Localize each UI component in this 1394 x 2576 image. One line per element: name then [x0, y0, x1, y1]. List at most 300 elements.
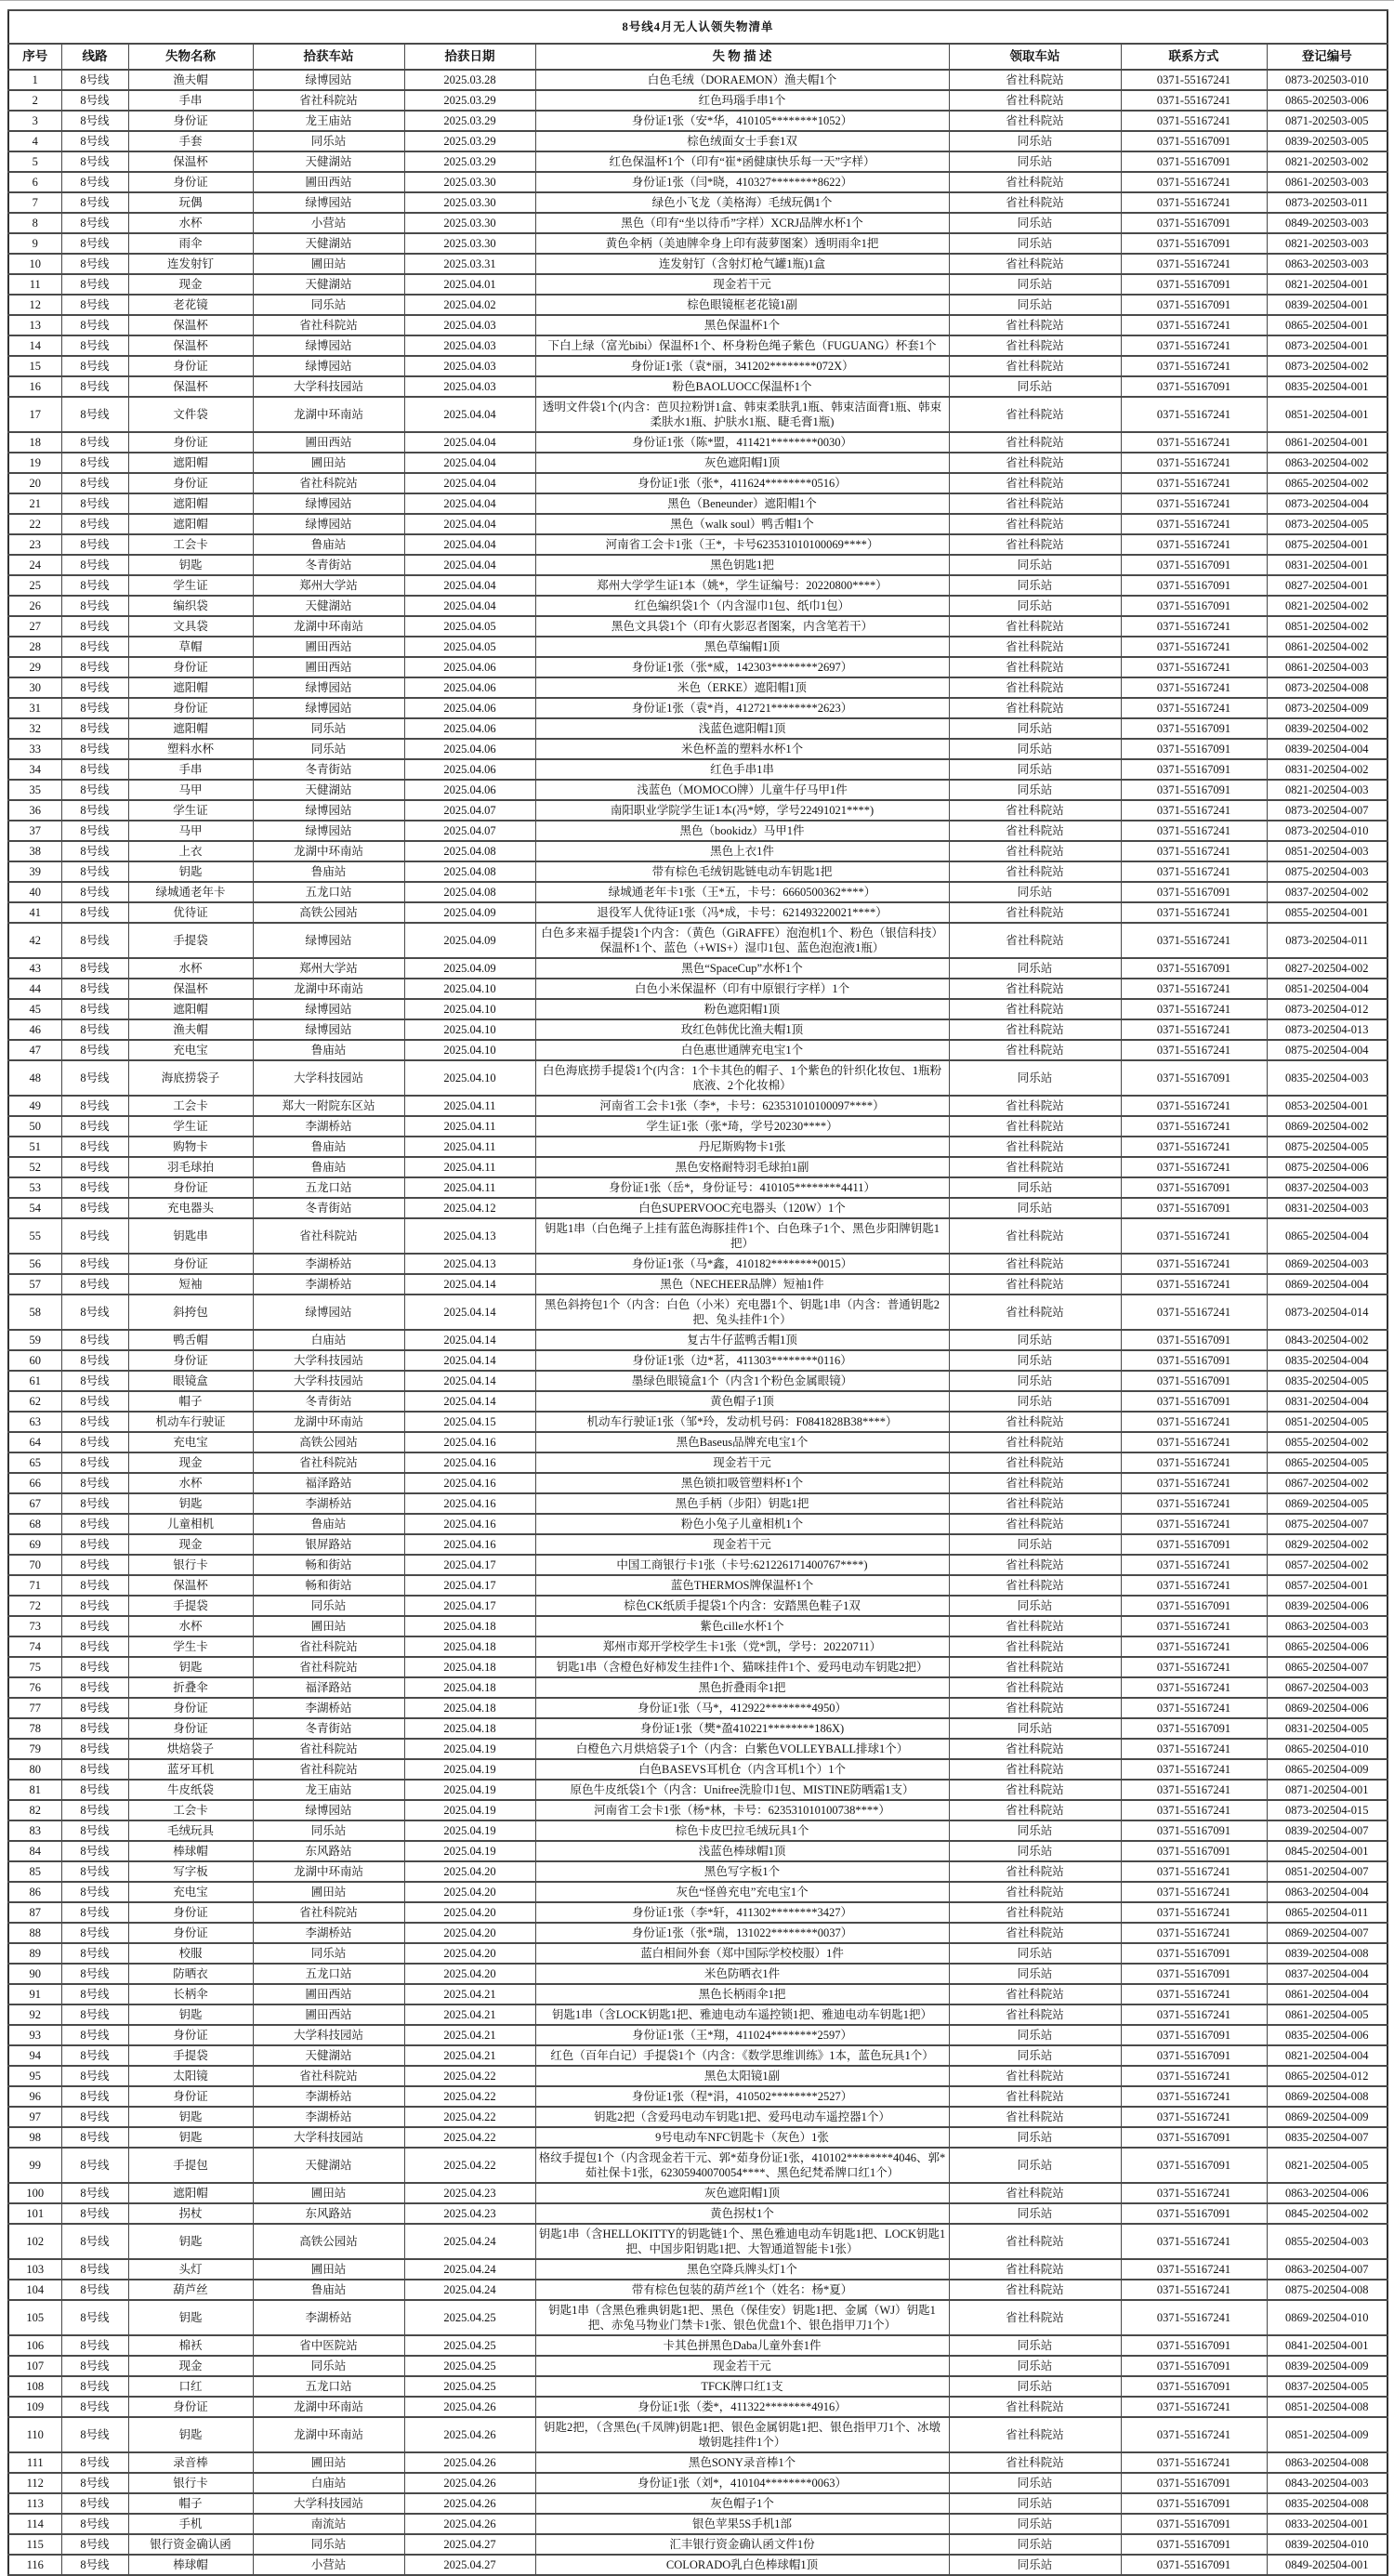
col-pickup-station: 省社科院站 [949, 698, 1121, 718]
col-line: 8号线 [61, 1759, 128, 1780]
col-pickup-station: 省社科院站 [949, 2452, 1121, 2473]
col-pickup-station: 同乐站 [949, 233, 1121, 254]
col-description: 钥匙1串（白色绳子上挂有蓝色海豚挂件1个、白色珠子1个、黑色步阳牌钥匙1把） [535, 1218, 949, 1254]
col-item-name: 保温杯 [128, 335, 253, 356]
col-description: 河南省工会卡1张（李*，卡号：623531010100097****） [535, 1096, 949, 1116]
col-contact: 0371-55167241 [1121, 2452, 1267, 2473]
col-reg-number: 0837-202504-004 [1267, 1964, 1387, 1984]
col-description: 原色牛皮纸袋1个（内含：Unifree洗脸巾1包、MISTINE防晒霜1支） [535, 1780, 949, 1800]
col-index: 81 [8, 1780, 61, 1800]
col-line: 8号线 [61, 432, 128, 453]
table-row [8, 473, 1387, 493]
col-reg-number: 0875-202504-005 [1267, 1137, 1387, 1157]
col-pickup-station: 同乐站 [949, 596, 1121, 616]
col-description: 黑色（walk soul）鸭舌帽1个 [535, 514, 949, 534]
table-row [8, 718, 1387, 739]
col-contact: 0371-55167241 [1121, 1902, 1267, 1923]
col-contact: 0371-55167241 [1121, 861, 1267, 882]
table-row [8, 1254, 1387, 1274]
col-contact: 0371-55167241 [1121, 2397, 1267, 2417]
col-found-station: 绿博园站 [253, 514, 404, 534]
col-pickup-station: 省社科院站 [949, 2183, 1121, 2203]
col-found-date: 2025.04.06 [404, 759, 535, 780]
col-found-station: 大学科技园站 [253, 2493, 404, 2514]
col-pickup-station: 省社科院站 [949, 1019, 1121, 1040]
col-description: 灰色“怪兽充电”充电宝1个 [535, 1882, 949, 1902]
col-found-station: 福泽路站 [253, 1473, 404, 1493]
col-index: 49 [8, 1096, 61, 1116]
col-contact: 0371-55167241 [1121, 800, 1267, 821]
col-index: 111 [8, 2452, 61, 2473]
col-index: 21 [8, 493, 61, 514]
col-found-date: 2025.04.16 [404, 1493, 535, 1514]
col-pickup-station: 同乐站 [949, 958, 1121, 979]
col-found-date: 2025.04.20 [404, 1882, 535, 1902]
col-contact: 0371-55167241 [1121, 2259, 1267, 2280]
col-pickup-station: 同乐站 [949, 2534, 1121, 2555]
col-found-station: 南流站 [253, 2514, 404, 2534]
col-item-name: 老花镜 [128, 295, 253, 315]
col-pickup-station: 省社科院站 [949, 1677, 1121, 1698]
col-contact: 0371-55167091 [1121, 131, 1267, 151]
header-col-description: 失 物 描 述 [535, 44, 949, 70]
col-contact: 0371-55167241 [1121, 1040, 1267, 1060]
table-row [8, 1412, 1387, 1432]
col-found-station: 省社科院站 [253, 1902, 404, 1923]
col-reg-number: 0851-202504-007 [1267, 1861, 1387, 1882]
col-found-date: 2025.04.04 [404, 555, 535, 575]
col-found-station: 五龙口站 [253, 882, 404, 902]
col-contact: 0371-55167241 [1121, 1800, 1267, 1820]
col-description: 卡其色拼黑色Daba儿童外套1件 [535, 2335, 949, 2356]
col-found-date: 2025.04.18 [404, 1657, 535, 1677]
col-contact: 0371-55167241 [1121, 356, 1267, 376]
col-item-name: 遮阳帽 [128, 514, 253, 534]
col-line: 8号线 [61, 1432, 128, 1452]
col-found-date: 2025.04.25 [404, 2376, 535, 2397]
table-row [8, 151, 1387, 172]
col-line: 8号线 [61, 1391, 128, 1412]
col-found-date: 2025.04.19 [404, 1739, 535, 1759]
col-item-name: 手提袋 [128, 2045, 253, 2066]
col-found-station: 同乐站 [253, 1943, 404, 1964]
col-index: 94 [8, 2045, 61, 2066]
col-item-name: 写字板 [128, 1861, 253, 1882]
col-pickup-station: 同乐站 [949, 376, 1121, 397]
col-found-date: 2025.03.29 [404, 151, 535, 172]
table-row [8, 821, 1387, 841]
col-pickup-station: 同乐站 [949, 2376, 1121, 2397]
col-description: 身份证1张（程*涓，410502********2527） [535, 2086, 949, 2107]
col-contact: 0371-55167091 [1121, 2493, 1267, 2514]
col-description: 钥匙2把（含爱玛电动车钥匙1把、爱玛电动车遥控器1个） [535, 2107, 949, 2127]
col-line: 8号线 [61, 1096, 128, 1116]
col-pickup-station: 省社科院站 [949, 1616, 1121, 1636]
col-contact: 0371-55167241 [1121, 111, 1267, 131]
col-found-station: 李湖桥站 [253, 1274, 404, 1295]
col-line: 8号线 [61, 1274, 128, 1295]
col-index: 11 [8, 274, 61, 295]
col-reg-number: 0865-202504-004 [1267, 1218, 1387, 1254]
col-pickup-station: 省社科院站 [949, 2300, 1121, 2335]
col-item-name: 文具袋 [128, 616, 253, 637]
col-description: 白色BASEVS耳机仓（内含耳机1个）1个 [535, 1759, 949, 1780]
col-contact: 0371-55167091 [1121, 555, 1267, 575]
col-found-date: 2025.04.20 [404, 1923, 535, 1943]
col-reg-number: 0865-202504-006 [1267, 1636, 1387, 1657]
col-found-date: 2025.04.04 [404, 493, 535, 514]
col-found-date: 2025.04.21 [404, 2025, 535, 2045]
col-index: 35 [8, 780, 61, 800]
col-item-name: 棉袄 [128, 2335, 253, 2356]
col-reg-number: 0839-202504-006 [1267, 1596, 1387, 1616]
col-item-name: 身份证 [128, 111, 253, 131]
col-found-station: 龙湖中环南站 [253, 841, 404, 861]
col-found-station: 省社科院站 [253, 90, 404, 111]
col-index: 85 [8, 1861, 61, 1882]
col-pickup-station: 省社科院站 [949, 1698, 1121, 1718]
col-description: 黄色帽子1顶 [535, 1391, 949, 1412]
col-item-name: 机动车行驶证 [128, 1412, 253, 1432]
col-reg-number: 0821-202504-004 [1267, 2045, 1387, 2066]
col-line: 8号线 [61, 90, 128, 111]
col-found-date: 2025.03.30 [404, 192, 535, 213]
col-index: 106 [8, 2335, 61, 2356]
col-description: 黑色手柄（步阳）钥匙1把 [535, 1493, 949, 1514]
col-description: 身份证1张（刘*，410104********0063） [535, 2473, 949, 2493]
col-contact: 0371-55167091 [1121, 1964, 1267, 1984]
col-line: 8号线 [61, 923, 128, 958]
col-description: 米色防晒衣1件 [535, 1964, 949, 1984]
header-col-index: 序号 [8, 44, 61, 70]
col-line: 8号线 [61, 2107, 128, 2127]
col-reg-number: 0827-202504-001 [1267, 575, 1387, 596]
col-description: 身份证1张（张*，411624********0516） [535, 473, 949, 493]
col-found-date: 2025.04.27 [404, 2534, 535, 2555]
col-reg-number: 0863-202504-007 [1267, 2259, 1387, 2280]
col-description: 红色手串1串 [535, 759, 949, 780]
col-reg-number: 0835-202504-007 [1267, 2127, 1387, 2148]
col-item-name: 现金 [128, 274, 253, 295]
col-item-name: 渔夫帽 [128, 70, 253, 90]
col-contact: 0371-55167241 [1121, 1739, 1267, 1759]
col-index: 36 [8, 800, 61, 821]
col-index: 95 [8, 2066, 61, 2086]
col-contact: 0371-55167241 [1121, 979, 1267, 999]
col-pickup-station: 同乐站 [949, 739, 1121, 759]
col-found-station: 龙湖中环南站 [253, 2417, 404, 2452]
col-found-date: 2025.04.14 [404, 1330, 535, 1350]
col-index: 78 [8, 1718, 61, 1739]
col-reg-number: 0827-202504-002 [1267, 958, 1387, 979]
col-reg-number: 0865-202504-001 [1267, 315, 1387, 335]
col-index: 109 [8, 2397, 61, 2417]
col-found-date: 2025.04.16 [404, 1452, 535, 1473]
col-reg-number: 0873-202504-010 [1267, 821, 1387, 841]
col-item-name: 钥匙 [128, 555, 253, 575]
col-reg-number: 0857-202504-001 [1267, 1575, 1387, 1596]
col-contact: 0371-55167241 [1121, 657, 1267, 677]
col-reg-number: 0861-202504-001 [1267, 432, 1387, 453]
col-line: 8号线 [61, 1198, 128, 1218]
col-reg-number: 0873-202504-014 [1267, 1295, 1387, 1330]
col-item-name: 身份证 [128, 432, 253, 453]
col-contact: 0371-55167241 [1121, 473, 1267, 493]
col-description: 玫红色韩优比渔夫帽1顶 [535, 1019, 949, 1040]
col-contact: 0371-55167241 [1121, 1412, 1267, 1432]
header-col-found-station: 拾获车站 [253, 44, 404, 70]
col-item-name: 学生证 [128, 800, 253, 821]
col-item-name: 葫芦丝 [128, 2280, 253, 2300]
table-row [8, 1019, 1387, 1040]
col-contact: 0371-55167091 [1121, 1841, 1267, 1861]
col-line: 8号线 [61, 739, 128, 759]
col-found-station: 绿博园站 [253, 1019, 404, 1040]
col-found-station: 同乐站 [253, 131, 404, 151]
col-index: 113 [8, 2493, 61, 2514]
col-pickup-station: 同乐站 [949, 780, 1121, 800]
col-reg-number: 0865-202504-011 [1267, 1902, 1387, 1923]
col-description: 白色SUPERVOOC充电器头（120W）1个 [535, 1198, 949, 1218]
col-reg-number: 0871-202504-001 [1267, 1780, 1387, 1800]
col-found-date: 2025.04.24 [404, 2280, 535, 2300]
col-reg-number: 0873-202504-011 [1267, 923, 1387, 958]
col-found-station: 鲁庙站 [253, 861, 404, 882]
col-found-station: 龙湖中环南站 [253, 1861, 404, 1882]
table-row [8, 780, 1387, 800]
col-description: 退役军人优待证1张（冯*成，卡号：621493220021****） [535, 902, 949, 923]
col-line: 8号线 [61, 192, 128, 213]
col-pickup-station: 同乐站 [949, 1820, 1121, 1841]
col-found-date: 2025.04.24 [404, 2259, 535, 2280]
col-item-name: 钥匙 [128, 2224, 253, 2259]
col-item-name: 充电宝 [128, 1882, 253, 1902]
col-line: 8号线 [61, 2534, 128, 2555]
col-found-date: 2025.04.16 [404, 1534, 535, 1555]
col-index: 16 [8, 376, 61, 397]
col-index: 30 [8, 677, 61, 698]
col-found-date: 2025.04.19 [404, 1820, 535, 1841]
col-pickup-station: 省社科院站 [949, 192, 1121, 213]
col-line: 8号线 [61, 1739, 128, 1759]
col-description: 黑色安格耐特羽毛球拍1副 [535, 1157, 949, 1177]
table-row [8, 1274, 1387, 1295]
col-contact: 0371-55167241 [1121, 841, 1267, 861]
col-pickup-station: 省社科院站 [949, 677, 1121, 698]
col-line: 8号线 [61, 979, 128, 999]
col-description: 下白上绿（富光bibi）保温杯1个、杯身粉色绳子紫色（FUGUANG）杯套1个 [535, 335, 949, 356]
col-index: 38 [8, 841, 61, 861]
col-line: 8号线 [61, 555, 128, 575]
col-pickup-station: 同乐站 [949, 1534, 1121, 1555]
col-item-name: 烘焙袋子 [128, 1739, 253, 1759]
col-index: 98 [8, 2127, 61, 2148]
col-index: 50 [8, 1116, 61, 1137]
col-found-date: 2025.04.14 [404, 1350, 535, 1371]
col-contact: 0371-55167091 [1121, 1943, 1267, 1964]
col-description: 浅蓝色遮阳帽1顶 [535, 718, 949, 739]
col-reg-number: 0835-202504-001 [1267, 376, 1387, 397]
col-line: 8号线 [61, 800, 128, 821]
col-index: 102 [8, 2224, 61, 2259]
table-row [8, 999, 1387, 1019]
col-description: 黑色保温杯1个 [535, 315, 949, 335]
col-pickup-station: 同乐站 [949, 2473, 1121, 2493]
col-found-station: 畅和街站 [253, 1555, 404, 1575]
col-reg-number: 0855-202504-001 [1267, 902, 1387, 923]
col-pickup-station: 同乐站 [949, 1964, 1121, 1984]
col-contact: 0371-55167241 [1121, 1493, 1267, 1514]
col-contact: 0371-55167241 [1121, 1780, 1267, 1800]
col-description: 黑色（印有“坐以待币”字样）XCRJ品牌水杯1个 [535, 213, 949, 233]
col-reg-number: 0853-202504-001 [1267, 1096, 1387, 1116]
col-contact: 0371-55167241 [1121, 2066, 1267, 2086]
col-index: 63 [8, 1412, 61, 1432]
col-found-station: 小营站 [253, 213, 404, 233]
col-found-date: 2025.04.22 [404, 2086, 535, 2107]
table-row [8, 1295, 1387, 1330]
col-pickup-station: 省社科院站 [949, 1493, 1121, 1514]
col-index: 79 [8, 1739, 61, 1759]
col-item-name: 钥匙 [128, 861, 253, 882]
col-index: 18 [8, 432, 61, 453]
col-reg-number: 0869-202504-009 [1267, 2107, 1387, 2127]
col-description: 黑色（bookidz）马甲1件 [535, 821, 949, 841]
col-found-date: 2025.04.07 [404, 821, 535, 841]
col-contact: 0371-55167241 [1121, 1452, 1267, 1473]
col-reg-number: 0861-202504-004 [1267, 1984, 1387, 2004]
col-line: 8号线 [61, 698, 128, 718]
col-contact: 0371-55167091 [1121, 2045, 1267, 2066]
table-row [8, 1473, 1387, 1493]
col-item-name: 塑料水杯 [128, 739, 253, 759]
col-item-name: 录音棒 [128, 2452, 253, 2473]
col-found-station: 大学科技园站 [253, 1371, 404, 1391]
col-reg-number: 0869-202504-007 [1267, 1923, 1387, 1943]
col-index: 65 [8, 1452, 61, 1473]
col-index: 71 [8, 1575, 61, 1596]
col-found-date: 2025.03.29 [404, 90, 535, 111]
col-index: 114 [8, 2514, 61, 2534]
col-line: 8号线 [61, 575, 128, 596]
col-index: 19 [8, 453, 61, 473]
col-found-date: 2025.04.18 [404, 1698, 535, 1718]
col-pickup-station: 省社科院站 [949, 1432, 1121, 1452]
col-reg-number: 0865-202504-012 [1267, 2066, 1387, 2086]
col-index: 108 [8, 2376, 61, 2397]
col-description: 粉色遮阳帽1顶 [535, 999, 949, 1019]
col-reg-number: 0837-202504-005 [1267, 2376, 1387, 2397]
col-pickup-station: 同乐站 [949, 131, 1121, 151]
col-contact: 0371-55167091 [1121, 2473, 1267, 2493]
col-description: 身份证1张（马*，412922********4950） [535, 1698, 949, 1718]
col-index: 43 [8, 958, 61, 979]
col-found-station: 天健湖站 [253, 2148, 404, 2183]
col-pickup-station: 省社科院站 [949, 923, 1121, 958]
col-found-date: 2025.04.16 [404, 1432, 535, 1452]
col-pickup-station: 省社科院站 [949, 2417, 1121, 2452]
col-found-date: 2025.04.26 [404, 2417, 535, 2452]
table-row [8, 2203, 1387, 2224]
col-description: TFCK牌口红1支 [535, 2376, 949, 2397]
col-index: 77 [8, 1698, 61, 1718]
col-found-date: 2025.04.14 [404, 1391, 535, 1412]
header-col-item-name: 失物名称 [128, 44, 253, 70]
table-row [8, 172, 1387, 192]
col-pickup-station: 同乐站 [949, 1371, 1121, 1391]
col-item-name: 钥匙 [128, 1493, 253, 1514]
table-row [8, 315, 1387, 335]
col-description: 现金若干元 [535, 274, 949, 295]
col-contact: 0371-55167091 [1121, 1060, 1267, 1096]
header-col-reg-number: 登记编号 [1267, 44, 1387, 70]
col-contact: 0371-55167241 [1121, 1473, 1267, 1493]
col-description: 连发射钉（含射灯枪气罐1瓶)1盒 [535, 254, 949, 274]
col-index: 104 [8, 2280, 61, 2300]
col-found-date: 2025.04.19 [404, 1759, 535, 1780]
col-found-station: 天健湖站 [253, 151, 404, 172]
col-reg-number: 0841-202504-001 [1267, 2335, 1387, 2356]
col-found-station: 绿博园站 [253, 1295, 404, 1330]
col-description: 绿城通老年卡1张（王*五，卡号：6660500362****） [535, 882, 949, 902]
col-found-date: 2025.04.02 [404, 295, 535, 315]
col-contact: 0371-55167241 [1121, 1514, 1267, 1534]
col-description: 白色小米保温杯（印有中原银行字样）1个 [535, 979, 949, 999]
col-index: 24 [8, 555, 61, 575]
col-item-name: 保温杯 [128, 1575, 253, 1596]
col-found-date: 2025.04.21 [404, 2045, 535, 2066]
col-contact: 0371-55167241 [1121, 1759, 1267, 1780]
table-row [8, 1698, 1387, 1718]
col-found-station: 圃田西站 [253, 657, 404, 677]
col-found-station: 省社科院站 [253, 1739, 404, 1759]
col-line: 8号线 [61, 1923, 128, 1943]
col-description: 黑色“SpaceCup”水杯1个 [535, 958, 949, 979]
col-contact: 0371-55167091 [1121, 2534, 1267, 2555]
col-description: 身份证1张（闫*晓，410327********8622） [535, 172, 949, 192]
table-row [8, 677, 1387, 698]
col-pickup-station: 省社科院站 [949, 800, 1121, 821]
col-line: 8号线 [61, 2280, 128, 2300]
col-contact: 0371-55167091 [1121, 575, 1267, 596]
col-pickup-station: 省社科院站 [949, 1575, 1121, 1596]
col-line: 8号线 [61, 514, 128, 534]
col-found-station: 圃田西站 [253, 432, 404, 453]
col-found-date: 2025.04.09 [404, 902, 535, 923]
col-found-station: 大学科技园站 [253, 1060, 404, 1096]
col-description: 灰色帽子1个 [535, 2493, 949, 2514]
col-reg-number: 0865-202504-009 [1267, 1759, 1387, 1780]
col-index: 103 [8, 2259, 61, 2280]
col-found-station: 鲁庙站 [253, 1157, 404, 1177]
col-pickup-station: 省社科院站 [949, 1116, 1121, 1137]
col-contact: 0371-55167241 [1121, 1616, 1267, 1636]
col-contact: 0371-55167241 [1121, 1295, 1267, 1330]
col-pickup-station: 省社科院站 [949, 2086, 1121, 2107]
col-pickup-station: 省社科院站 [949, 1923, 1121, 1943]
col-found-date: 2025.04.04 [404, 596, 535, 616]
col-contact: 0371-55167241 [1121, 1861, 1267, 1882]
col-found-station: 鲁庙站 [253, 2280, 404, 2300]
col-pickup-station: 省社科院站 [949, 2107, 1121, 2127]
col-found-date: 2025.04.19 [404, 1780, 535, 1800]
table-row [8, 213, 1387, 233]
col-pickup-station: 同乐站 [949, 882, 1121, 902]
col-description: 蓝色THERMOS牌保温杯1个 [535, 1575, 949, 1596]
col-item-name: 鸭舌帽 [128, 1330, 253, 1350]
col-reg-number: 0835-202504-008 [1267, 2493, 1387, 2514]
col-line: 8号线 [61, 1137, 128, 1157]
